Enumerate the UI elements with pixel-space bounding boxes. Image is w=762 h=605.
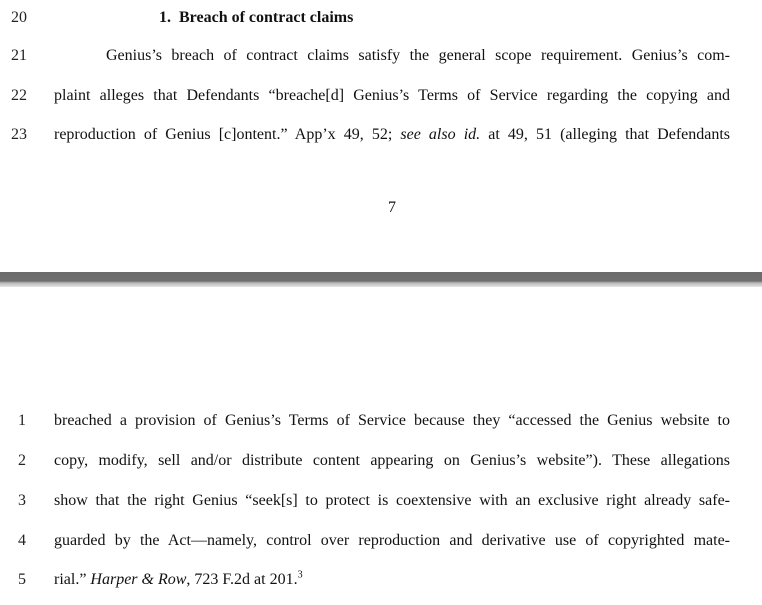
line-number: 22: [11, 87, 27, 104]
line-text: [54, 568, 730, 592]
line-number: 20: [11, 9, 27, 26]
document-line: [0, 449, 762, 473]
line-text: plaint alleges that Defendants “breache[d] Genius’s Terms of Service regarding the copying and: [54, 87, 730, 104]
page-divider: [0, 272, 762, 287]
document-line: [0, 84, 762, 108]
document-page-bottom: [0, 287, 762, 605]
line-text: Genius’s breach of contract claims satisfy the general scope requirement. Genius’s com-: [106, 47, 730, 64]
line-text-segment: reproduction of Genius [c]ontent.” App’x 49, 52;: [54, 126, 401, 143]
line-number: 1: [18, 412, 26, 429]
line-text: [54, 123, 730, 147]
line-number: 4: [18, 532, 26, 549]
document-line: [0, 529, 762, 553]
line-text: copy, modify, sell and/or distribute content appearing on Genius’s website”). These allegations: [54, 452, 730, 469]
line-number: 5: [18, 571, 26, 588]
line-number: 23: [11, 126, 27, 143]
page-number: 7: [388, 199, 396, 216]
footnote-marker[interactable]: 3: [297, 569, 303, 581]
line-number: 21: [11, 47, 27, 64]
line-text: show that the right Genius “seek[s] to protect is coextensive with an exclusive right already safe-: [54, 492, 730, 509]
line-text-segment: rial.”: [54, 571, 91, 588]
line-text-segment: at 49, 51 (alleging that Defendants: [480, 126, 731, 143]
document-line: [0, 489, 762, 513]
document-line: [0, 568, 762, 592]
line-text: guarded by the Act—namely, control over reproduction and derivative use of copyrighted mate-: [54, 532, 730, 549]
citation-signal: see also id.: [400, 126, 481, 143]
document-line: [0, 6, 762, 30]
document-line: [0, 409, 762, 433]
line-text: breached a provision of Genius’s Terms of Service because they “accessed the Genius website to: [54, 412, 730, 429]
case-citation: Harper & Row: [90, 571, 187, 588]
document-page-top: [0, 0, 762, 272]
line-number: 2: [18, 452, 26, 469]
section-heading-title: Breach of contract claims: [179, 9, 354, 26]
line-number: 3: [18, 492, 26, 509]
line-text-segment: , 723 F.2d at 201.: [186, 571, 298, 588]
document-line: [0, 44, 762, 68]
document-line: [0, 123, 762, 147]
section-heading: [159, 6, 353, 30]
section-heading-number: 1.: [159, 9, 171, 26]
